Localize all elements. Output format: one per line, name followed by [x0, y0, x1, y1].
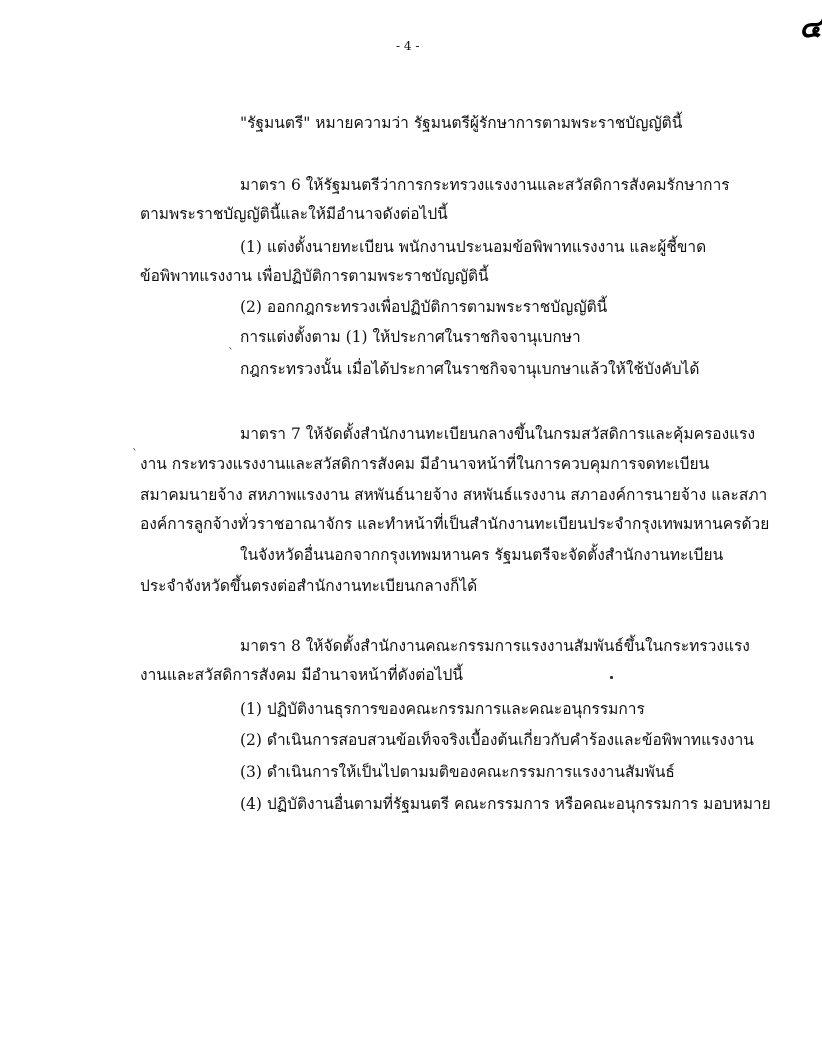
section-7-line-4: องค์การลูกจ้างทั่วราชอาณาจักร และทำหน้าที่เป็นสำนักงานทะเบียนประจำกรุงเทพมหานครด้วย [140, 515, 770, 533]
section-8-item-2: (2) ดำเนินการสอบสวนข้อเท็จจริงเบื้องต้นเกี่ยวกับคำร้องและข้อพิพาทแรงงาน [240, 731, 754, 749]
section-8-item-1: (1) ปฏิบัติงานธุรการของคณะกรรมการและคณะอนุกรรมการ [240, 700, 645, 718]
section-6-item-1: (1) แต่งตั้งนายทะเบียน พนักงานประนอมข้อพิพาทแรงงาน และผู้ชี้ขาด [240, 238, 707, 256]
definition-minister: "รัฐมนตรี" หมายความว่า รัฐมนตรีผู้รักษาการตามพระราชบัญญัตินี้ [240, 114, 683, 132]
section-6-item-1-cont: ข้อพิพาทแรงงาน เพื่อปฏิบัติการตามพระราชบัญญัตินี้ [140, 267, 489, 285]
section-8-item-4: (4) ปฏิบัติงานอื่นตามที่รัฐมนตรี คณะกรรมการ หรือคณะอนุกรรมการ มอบหมาย [240, 795, 771, 813]
page-number: - 4 - [396, 39, 420, 53]
stray-mark: ` [132, 447, 138, 461]
stray-mark: ` [228, 346, 234, 360]
section-7-provincial: ในจังหวัดอื่นนอกจากกรุงเทพมหานคร รัฐมนตรีจะจัดตั้งสำนักงานทะเบียน [240, 546, 724, 564]
section-6-regulation-note: กฎกระทรวงนั้น เมื่อได้ประกาศในราชกิจจานุเบกษาแล้วให้ใช้บังคับได้ [240, 360, 700, 378]
section-7-line-3: สมาคมนายจ้าง สหภาพแรงงาน สหพันธ์นายจ้าง สหพันธ์แรงงาน สภาองค์การนายจ้าง และสภา [140, 486, 768, 504]
section-6-heading: มาตรา 6 ให้รัฐมนตรีว่าการกระทรวงแรงงานและสวัสดิการสังคมรักษาการ [240, 176, 730, 194]
section-6-item-2: (2) ออกกฎกระทรวงเพื่อปฏิบัติการตามพระราชบัญญัตินี้ [240, 298, 608, 316]
section-6-line-2: ตามพระราชบัญญัตินี้และให้มีอำนาจดังต่อไปนี้ [140, 205, 448, 223]
section-7-provincial-cont: ประจำจังหวัดขึ้นตรงต่อสำนักงานทะเบียนกลางก็ได้ [140, 577, 478, 595]
section-6-appointment-note: การแต่งตั้งตาม (1) ให้ประกาศในราชกิจจานุเบกษา [240, 328, 581, 346]
section-7-heading: มาตรา 7 ให้จัดตั้งสำนักงานทะเบียนกลางขึ้นในกรมสวัสดิการและคุ้มครองแรง [240, 425, 756, 443]
scan-speck [610, 676, 613, 679]
section-8-heading: มาตรา 8 ให้จัดตั้งสำนักงานคณะกรรมการแรงงานสัมพันธ์ขึ้นในกระทรวงแรง [240, 637, 750, 655]
section-7-line-2: งาน กระทรวงแรงงานและสวัสดิการสังคม มีอำนาจหน้าที่ในการควบคุมการจดทะเบียน [140, 455, 710, 473]
section-8-item-3: (3) ดำเนินการให้เป็นไปตามมติของคณะกรรมการแรงงานสัมพันธ์ [240, 763, 675, 781]
section-8-line-2: งานและสวัสดิการสังคม มีอำนาจหน้าที่ดังต่อไปนี้ [140, 666, 463, 684]
corner-handwritten-mark: ๔ [799, 10, 822, 45]
